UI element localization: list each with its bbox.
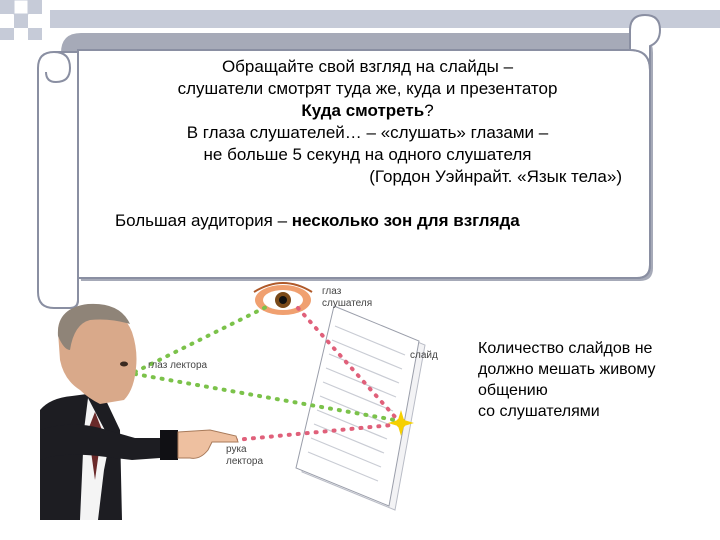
scroll-text <box>95 56 640 232</box>
side-note <box>478 338 713 422</box>
scroll-line-6: (Гордон Уэйнрайт. «Язык тела») <box>369 167 622 186</box>
label-hand-2: лектора <box>226 456 264 467</box>
where-to-look-bold: Куда смотреть <box>301 101 425 120</box>
question-mark: ? <box>424 101 434 120</box>
presenter-figure <box>40 304 178 520</box>
audience-normal: Большая аудитория – <box>115 211 292 230</box>
label-listener-eye-2: слушателя <box>322 298 373 309</box>
listener-eye-icon <box>254 283 312 315</box>
presenter-illustration <box>40 280 480 520</box>
scroll-line-4: В глаза слушателей… – «слушать» глазами – <box>186 123 549 142</box>
side-note-line-1: Количество слайдов не <box>478 340 653 357</box>
scroll-line-1: Обращайте свой взгляд на слайды – <box>221 57 514 76</box>
label-presenter-eye: глаз лектора <box>148 360 208 371</box>
label-slide: слайд <box>410 350 438 361</box>
scroll-line-7 <box>95 210 640 232</box>
label-listener-eye-1: глаз <box>322 286 342 297</box>
side-note-line-2: должно мешать живому <box>478 361 656 378</box>
side-note-line-3: общению <box>478 382 548 399</box>
side-note-line-4: со слушателями <box>478 403 600 420</box>
scroll-line-2: слушатели смотрят туда же, куда и презентатор <box>177 79 558 98</box>
scroll-line-3 <box>95 100 640 122</box>
illustration-drawing <box>40 280 480 520</box>
scroll-line-5: не больше 5 секунд на одного слушателя <box>203 145 532 164</box>
slide-sheet-icon <box>296 306 425 510</box>
audience-bold: несколько зон для взгляда <box>291 211 520 230</box>
label-hand-1: рука <box>226 444 247 455</box>
